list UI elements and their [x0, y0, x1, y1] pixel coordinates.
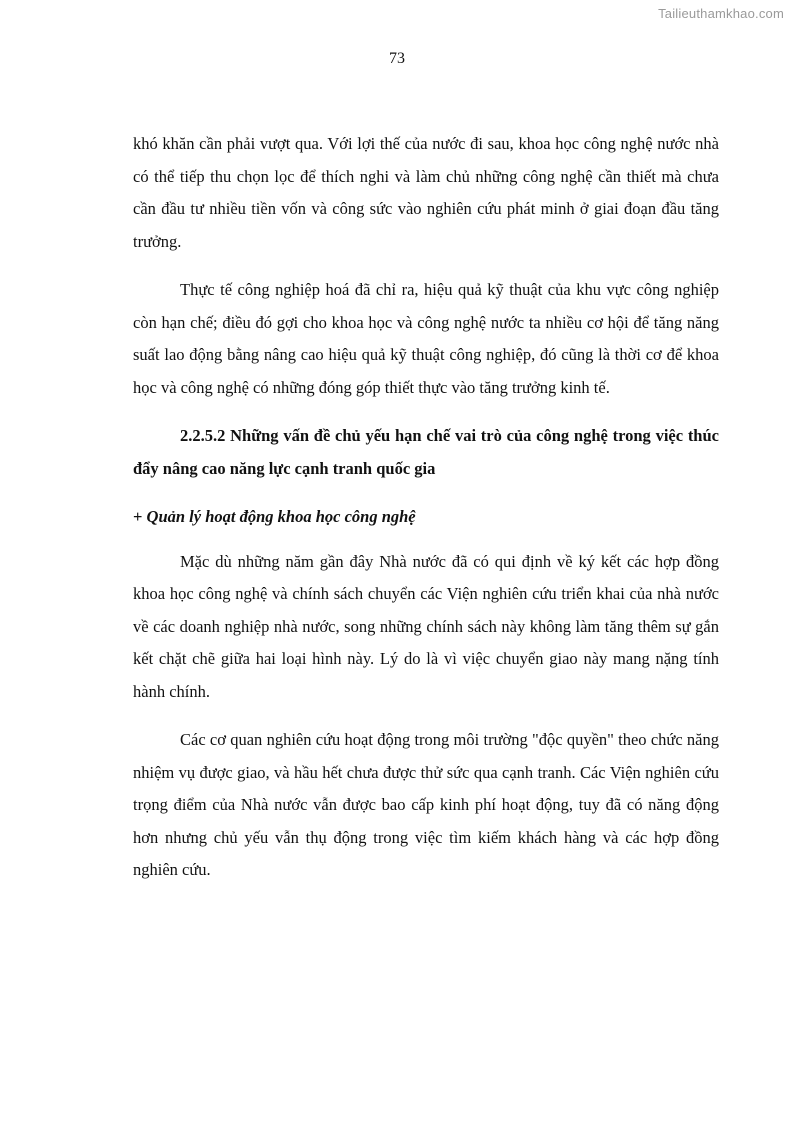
- subheading: [133, 501, 719, 534]
- paragraph-policy: Mặc dù những năm gần đây Nhà nước đã có qui định về ký kết các hợp đồng khoa học công nghệ và chính sách chuyển các Viện nghiên cứu triển khai của nhà nước về các doanh nghiệp nhà nước, song những chính sách này không làm tăng thêm sự gắn kết chặt chẽ giữa hai loại hình này. Lý do là vì việc chuyển giao này mang nặng tính hành chính.: [133, 551, 719, 701]
- section-heading: 2.2.5.2 Những vấn đề chủ yếu hạn chế vai trò của công nghệ trong việc thúc đẩy nâng cao năng lực cạnh tranh quốc gia: [133, 426, 719, 478]
- watermark: Tailieuthamkhao.com: [658, 6, 784, 21]
- paragraph-continuation: khó khăn cần phải vượt qua. Với lợi thế của nước đi sau, khoa học công nghệ nước nhà có thể tiếp thu chọn lọc để thích nghi và làm chủ những công nghệ cần thiết mà chưa cần đầu tư nhiều tiền vốn và công sức vào nghiên cứu phát minh ở giai đoạn đầu tăng trưởng.: [133, 134, 719, 251]
- paragraph-industrialization: Thực tế công nghiệp hoá đã chỉ ra, hiệu quả kỹ thuật của khu vực công nghiệp còn hạn chế; điều đó gợi cho khoa học và công nghệ nước ta nhiều cơ hội để tăng năng suất lao động bằng nâng cao hiệu quả kỹ thuật công nghiệp, đó cũng là thời cơ để khoa học và công nghệ có những đóng góp thiết thực vào tăng trưởng kinh tế.: [133, 280, 719, 397]
- subheading-prefix: +: [133, 507, 147, 526]
- page-number: 73: [389, 50, 405, 67]
- document-body: [133, 128, 719, 903]
- paragraph-research-agencies: Các cơ quan nghiên cứu hoạt động trong môi trường "độc quyền" theo chức năng nhiệm vụ được giao, và hầu hết chưa được thử sức qua cạnh tranh. Các Viện nghiên cứu trọng điểm của Nhà nước vẫn được bao cấp kinh phí hoạt động, tuy đã có năng động hơn nhưng chủ yếu vẫn thụ động trong việc tìm kiếm khách hàng và các hợp đồng nghiên cứu.: [133, 730, 719, 879]
- subheading-text: Quản lý hoạt động khoa học công nghệ: [146, 507, 416, 526]
